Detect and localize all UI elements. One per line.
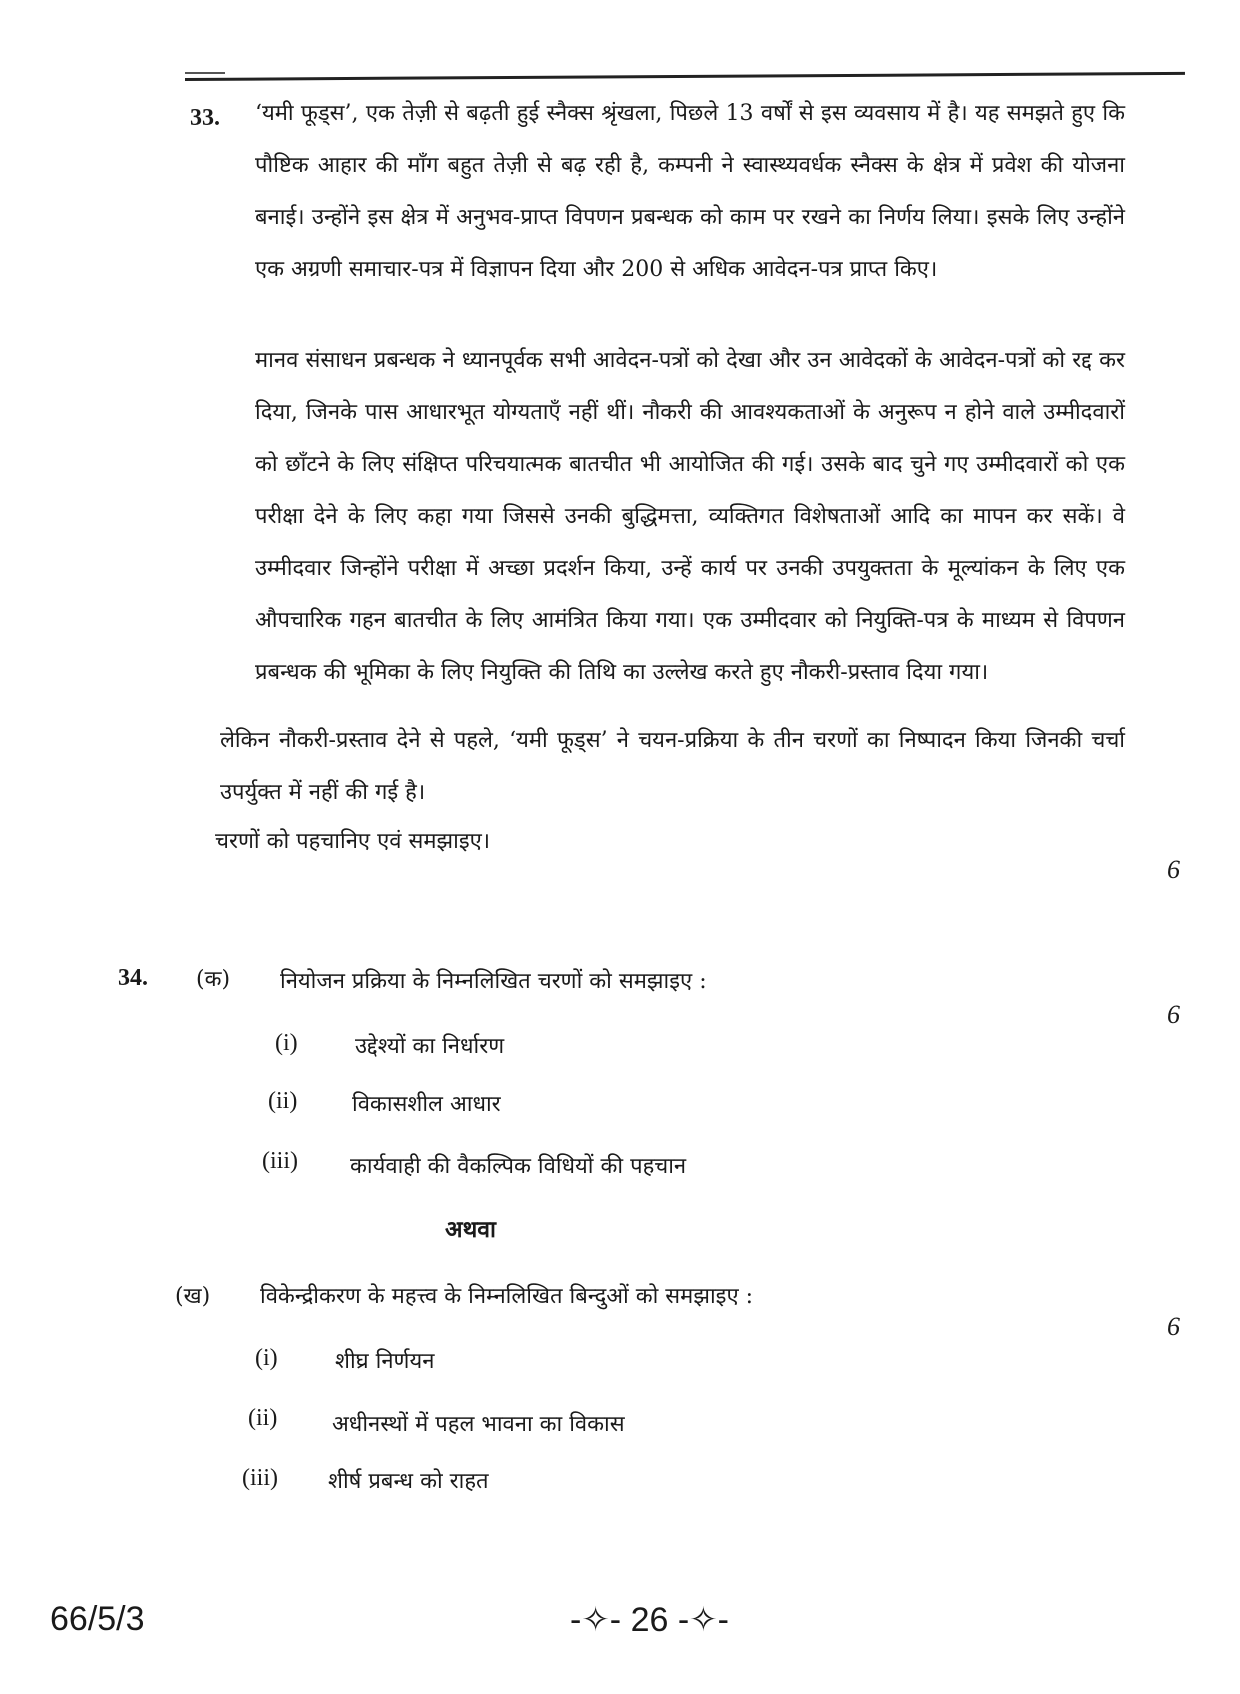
part-a-item-number: (iii) bbox=[262, 1148, 298, 1174]
question-33-number: 33. bbox=[190, 105, 220, 131]
question-33-marks: 6 bbox=[1167, 855, 1180, 884]
header-rule bbox=[185, 72, 1185, 81]
part-b-item-number: (i) bbox=[255, 1345, 278, 1371]
part-b-item-number: (ii) bbox=[248, 1405, 278, 1431]
part-a-item-text: विकासशील आधार bbox=[352, 1092, 501, 1117]
part-b-item-text: शीर्ष प्रबन्ध को राहत bbox=[328, 1469, 489, 1494]
part-a-item-text: कार्यवाही की वैकल्पिक विधियों की पहचान bbox=[350, 1154, 687, 1179]
question-33-paragraph-1: ‘यमी फूड्स’, एक तेज़ी से बढ़ती हुई स्नैक्स श्रृंखला, पिछले 13 वर्षों से इस व्यवसाय में है। यह समझते हुए कि पौष्टिक आहार की माँग बहुत तेज़ी से बढ़ रही है, कम्पनी ने स्वास्थ्यवर्धक स्नैक्स के क्षेत्र में प्रवेश की योजना बनाई। उन्होंने इस क्षेत्र में अनुभव-प्राप्त विपणन प्रबन्धक को काम पर रखने का निर्णय लिया। इसके लिए उन्होंने एक अग्रणी समाचार-पत्र में विज्ञापन दिया और 200 से अधिक आवेदन-पत्र प्राप्त किए। bbox=[255, 101, 1125, 282]
question-34-part-a-text: नियोजन प्रक्रिया के निम्नलिखित चरणों को समझाइए : bbox=[280, 969, 707, 994]
question-33-prompt: चरणों को पहचानिए एवं समझाइए। bbox=[215, 829, 491, 854]
question-34-part-b-text: विकेन्द्रीकरण के महत्त्व के निम्नलिखित बिन्दुओं को समझाइए : bbox=[260, 1284, 754, 1309]
part-a-item-number: (ii) bbox=[268, 1088, 298, 1114]
question-34-part-b-label: (ख) bbox=[175, 1284, 211, 1309]
part-a-item-number: (i) bbox=[275, 1030, 298, 1056]
part-b-item-text: शीघ्र निर्णयन bbox=[335, 1349, 435, 1374]
part-a-item-text: उद्देश्यों का निर्धारण bbox=[355, 1034, 505, 1059]
part-b-item-text: अधीनस्थों में पहल भावना का विकास bbox=[332, 1412, 625, 1437]
question-34-part-a-marks: 6 bbox=[1167, 1000, 1180, 1029]
question-34-number: 34. bbox=[118, 965, 148, 991]
question-34-part-a-label: (क) bbox=[196, 967, 231, 992]
question-33-paragraph-2: मानव संसाधन प्रबन्धक ने ध्यानपूर्वक सभी आवेदन-पत्रों को देखा और उन आवेदकों के आवेदन-पत्रों को रद्द कर दिया, जिनके पास आधारभूत योग्यताएँ नहीं थीं। नौकरी की आवश्यकताओं के अनुरूप न होने वाले उम्मीदवारों को छाँटने के लिए संक्षिप्त परिचयात्मक बातचीत भी आयोजित की गई। उसके बाद चुने गए उम्मीदवारों को एक परीक्षा देने के लिए कहा गया जिससे उनकी बुद्धिमत्ता, व्यक्तिगत विशेषताओं आदि का मापन कर सकें। वे उम्मीदवार जिन्होंने परीक्षा में अच्छा प्रदर्शन किया, उन्हें कार्य पर उनकी उपयुक्तता के मूल्यांकन के लिए एक औपचारिक गहन बातचीत के लिए आमंत्रित किया गया। एक उम्मीदवार को नियुक्ति-पत्र के माध्यम से विपणन प्रबन्धक की भूमिका के लिए नियुक्ति की तिथि का उल्लेख करते हुए नौकरी-प्रस्ताव दिया गया। bbox=[255, 348, 1125, 685]
or-separator: अथवा bbox=[445, 1216, 497, 1243]
paper-code: 66/5/3 bbox=[50, 1600, 145, 1638]
header-rule-stub bbox=[185, 72, 225, 74]
page-number: -✧- 26 -✧- bbox=[570, 1601, 729, 1639]
question-33-paragraph-3: लेकिन नौकरी-प्रस्ताव देने से पहले, ‘यमी फूड्स’ ने चयन-प्रक्रिया के तीन चरणों का निष्पादन किया जिनकी चर्चा उपर्युक्त में नहीं की गई है। bbox=[220, 728, 1125, 805]
question-34-part-b-marks: 6 bbox=[1167, 1312, 1180, 1341]
part-b-item-number: (iii) bbox=[242, 1465, 278, 1491]
